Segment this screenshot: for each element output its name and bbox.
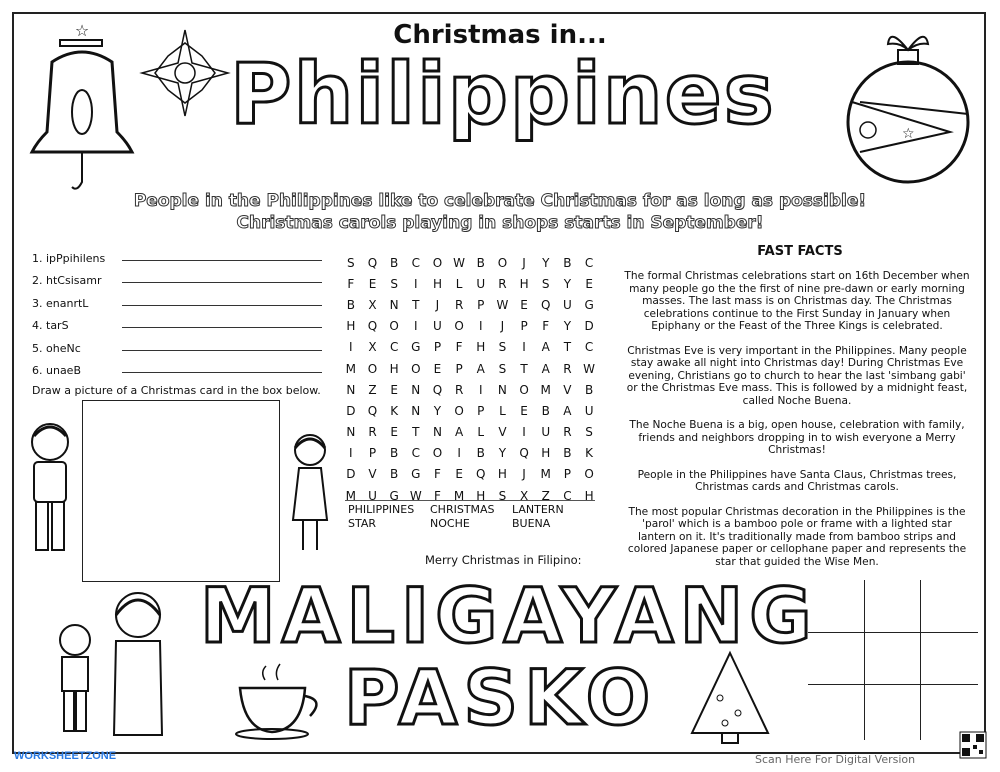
grid-letter[interactable]: E bbox=[390, 425, 398, 440]
grid-letter[interactable]: S bbox=[541, 276, 550, 291]
grid-row bbox=[340, 252, 600, 273]
grid-letter[interactable]: Q bbox=[367, 255, 378, 270]
search-word: PHILIPPINES bbox=[348, 503, 415, 516]
grid-letter[interactable]: Z bbox=[368, 382, 377, 397]
grid-letter[interactable]: C bbox=[411, 446, 420, 461]
grid-letter[interactable]: B bbox=[476, 446, 485, 461]
grid-letter[interactable]: G bbox=[584, 297, 594, 312]
grid-letter[interactable]: V bbox=[563, 382, 572, 397]
grid-row bbox=[340, 379, 600, 400]
grid-letter[interactable]: B bbox=[390, 446, 399, 461]
grid-letter[interactable]: U bbox=[584, 403, 594, 418]
divider bbox=[345, 500, 595, 501]
grid-letter[interactable]: A bbox=[541, 340, 550, 355]
grid-letter[interactable]: I bbox=[414, 276, 418, 291]
search-word: NOCHE bbox=[430, 517, 470, 530]
grid-letter[interactable]: E bbox=[455, 467, 463, 482]
grid-letter[interactable]: U bbox=[368, 488, 377, 503]
grid-letter[interactable]: F bbox=[434, 467, 441, 482]
grid-letter[interactable]: Y bbox=[563, 276, 572, 291]
grid-letter[interactable]: H bbox=[476, 340, 486, 355]
grid-letter[interactable]: T bbox=[563, 340, 572, 355]
grid-letter[interactable]: B bbox=[390, 467, 399, 482]
grid-letter[interactable]: A bbox=[541, 361, 550, 376]
grid-letter[interactable]: X bbox=[368, 340, 377, 355]
grid-letter[interactable]: O bbox=[519, 382, 529, 397]
cocoa-cup-icon bbox=[230, 660, 330, 740]
grid-letter[interactable]: R bbox=[563, 425, 572, 440]
grid-letter[interactable]: B bbox=[584, 382, 594, 397]
grid-letter[interactable]: H bbox=[346, 319, 356, 334]
answer-line[interactable] bbox=[122, 305, 322, 306]
grid-letter[interactable]: W bbox=[453, 255, 466, 270]
grid-letter[interactable]: S bbox=[347, 255, 355, 270]
tic-tac-toe[interactable] bbox=[808, 580, 978, 740]
grid-letter[interactable]: I bbox=[522, 425, 526, 440]
grid-letter[interactable]: U bbox=[562, 297, 572, 312]
intro-text: People in the Philippines like to celebrate Christmas for as long as possible! Christmas carols playing in shops starts in September! bbox=[133, 191, 867, 233]
grid-letter[interactable]: C bbox=[584, 340, 594, 355]
grid-letter[interactable]: V bbox=[498, 425, 507, 440]
draw-prompt: Draw a picture of a Christmas card in the box below. bbox=[32, 384, 321, 397]
fact-paragraph: Christmas Eve is very important in the Philippines. Many people stay awake all night into Christmas day! During Christmas Eve evening, Christians go to church to hear the last 'simbang gabi' or the Christmas Eve mass. This is followed by a midnight feast, called Noche Buena. bbox=[626, 344, 968, 407]
fact-paragraph: The formal Christmas celebrations start on 16th December when many people go the the first of nine pre-dawn or early morning masses. The last mass is on Christmas day. The Christmas celebrations continue to the First Sunday in January when Epiphany or the Feast of the Three Kings is celebrated. bbox=[624, 270, 970, 332]
grid-letter[interactable]: H bbox=[584, 488, 594, 503]
scramble-row: 6. unaeB bbox=[32, 355, 322, 378]
grid-letter[interactable]: H bbox=[389, 361, 399, 376]
grid-letter[interactable]: E bbox=[520, 297, 528, 312]
grid-letter[interactable]: O bbox=[584, 467, 594, 482]
grid-letter[interactable]: B bbox=[563, 446, 572, 461]
grid-letter[interactable]: G bbox=[411, 340, 421, 355]
grid-letter[interactable]: X bbox=[519, 488, 529, 503]
scramble-row: 3. enanrtL bbox=[32, 287, 322, 310]
answer-line[interactable] bbox=[122, 260, 322, 261]
grid-letter[interactable]: O bbox=[432, 446, 443, 461]
grid-letter[interactable]: F bbox=[542, 319, 550, 334]
grid-letter[interactable]: I bbox=[414, 319, 418, 334]
grid-letter[interactable]: U bbox=[541, 425, 551, 440]
answer-line[interactable] bbox=[122, 327, 322, 328]
ornament-flag-icon bbox=[840, 22, 980, 182]
girl-icon bbox=[285, 430, 335, 560]
grid-letter[interactable]: Q bbox=[541, 297, 551, 312]
grid-letter[interactable]: B bbox=[476, 255, 485, 270]
grid-letter[interactable]: W bbox=[583, 361, 596, 376]
svg-text:☆: ☆ bbox=[74, 21, 90, 40]
grid-letter[interactable]: G bbox=[389, 488, 399, 503]
grid-letter[interactable]: S bbox=[390, 276, 398, 291]
grid-letter[interactable]: C bbox=[411, 255, 420, 270]
grid-letter[interactable]: F bbox=[455, 340, 463, 355]
grid-letter[interactable]: I bbox=[349, 446, 353, 461]
grid-letter[interactable]: R bbox=[563, 361, 572, 376]
greeting-label: Merry Christmas in Filipino: bbox=[425, 553, 582, 567]
grid-letter[interactable]: B bbox=[346, 297, 355, 312]
page-title: Philippines bbox=[230, 45, 776, 143]
grid-letter[interactable]: Y bbox=[563, 319, 572, 334]
grid-letter[interactable]: N bbox=[389, 297, 399, 312]
grid-row bbox=[340, 273, 600, 294]
grid-row bbox=[340, 337, 600, 358]
grid-letter[interactable]: P bbox=[563, 467, 572, 482]
grid-letter[interactable]: Q bbox=[432, 382, 443, 397]
grid-letter[interactable]: J bbox=[522, 255, 526, 270]
grid-letter[interactable]: S bbox=[498, 340, 507, 355]
search-word: BUENA bbox=[512, 517, 551, 530]
facts-title: FAST FACTS bbox=[757, 244, 843, 259]
grid-letter[interactable]: C bbox=[584, 255, 594, 270]
grid-letter[interactable]: H bbox=[519, 276, 529, 291]
grid-letter[interactable]: M bbox=[540, 382, 551, 397]
grid-letter[interactable]: D bbox=[584, 319, 594, 334]
grid-row bbox=[340, 316, 600, 337]
grid-row bbox=[340, 443, 600, 464]
grid-letter[interactable]: P bbox=[520, 319, 528, 334]
grid-letter[interactable]: E bbox=[390, 382, 398, 397]
grid-letter[interactable]: J bbox=[522, 467, 526, 482]
grid-row bbox=[340, 464, 600, 485]
grid-letter[interactable]: N bbox=[497, 382, 507, 397]
fact-paragraph: People in the Philippines have Santa Claus, Christmas trees, Christmas cards and Christmas carols. bbox=[637, 468, 957, 493]
grid-letter[interactable]: Q bbox=[367, 319, 378, 334]
greeting-line-2: PASKO bbox=[343, 653, 657, 742]
grid-letter[interactable]: P bbox=[368, 446, 377, 461]
grid-letter[interactable]: P bbox=[477, 297, 485, 312]
grid-letter[interactable]: N bbox=[432, 425, 442, 440]
grid-row bbox=[340, 400, 600, 421]
answer-line[interactable] bbox=[122, 350, 322, 351]
grid-letter[interactable]: C bbox=[389, 340, 399, 355]
grid-letter[interactable]: L bbox=[455, 276, 463, 291]
word-list bbox=[348, 503, 588, 531]
grid-letter[interactable]: N bbox=[346, 425, 356, 440]
grid-letter[interactable]: F bbox=[347, 276, 355, 291]
grid-letter[interactable]: P bbox=[455, 361, 463, 376]
scramble-row: 4. tarS bbox=[32, 310, 322, 333]
grid-letter[interactable]: Q bbox=[476, 467, 486, 482]
grid-letter[interactable]: J bbox=[500, 319, 505, 334]
grid-letter[interactable]: N bbox=[411, 403, 421, 418]
grid-letter[interactable]: H bbox=[476, 488, 486, 503]
grid-letter[interactable]: D bbox=[346, 467, 356, 482]
grid-letter[interactable]: Y bbox=[498, 446, 507, 461]
grid-letter[interactable]: O bbox=[454, 403, 464, 418]
grandma-boy-icon bbox=[50, 585, 170, 745]
grid-row bbox=[340, 422, 600, 443]
grid-letter[interactable]: H bbox=[541, 446, 551, 461]
scramble-row: 2. htCsisamr bbox=[32, 265, 322, 288]
qr-code-icon[interactable] bbox=[960, 732, 986, 758]
grid-letter[interactable]: C bbox=[563, 488, 572, 503]
grid-letter[interactable]: O bbox=[389, 319, 399, 334]
greeting-line-1: MALIGAYANG bbox=[200, 571, 818, 660]
grid-letter[interactable]: U bbox=[433, 319, 442, 334]
svg-text:☆: ☆ bbox=[902, 126, 915, 142]
grid-letter[interactable]: A bbox=[563, 403, 572, 418]
grid-letter[interactable]: O bbox=[432, 255, 443, 270]
grid-letter[interactable]: E bbox=[585, 276, 593, 291]
grid-letter[interactable]: B bbox=[541, 403, 550, 418]
fact-paragraph: The most popular Christmas decoration in the Philippines is the 'parol' which is a bamboo pole or frame with a lighted star lantern on it. It's traditionally made from bamboo strips and colored Japanese paper or cellophane paper and represents the star that guided the Wise Men. bbox=[627, 505, 967, 568]
grid-letter[interactable]: S bbox=[498, 488, 507, 503]
brand-logo: WORKSHEETZONE bbox=[14, 750, 117, 762]
grid-letter[interactable]: R bbox=[498, 276, 507, 291]
grid-letter[interactable]: I bbox=[457, 446, 461, 461]
fact-paragraph: The Noche Buena is a big, open house, celebration with family, friends and neighbors dropping in to wish everyone a Merry Christmas! bbox=[629, 419, 965, 456]
grid-letter[interactable]: W bbox=[496, 297, 509, 312]
christmas-tree-icon bbox=[680, 648, 780, 748]
grid-letter[interactable]: I bbox=[478, 319, 483, 334]
grid-letter[interactable]: Q bbox=[519, 446, 529, 461]
search-word: CHRISTMAS bbox=[430, 503, 495, 516]
grid-letter[interactable]: Q bbox=[367, 403, 378, 418]
grid-letter[interactable]: J bbox=[435, 297, 440, 312]
grid-letter[interactable]: E bbox=[520, 403, 528, 418]
grid-letter[interactable]: P bbox=[433, 340, 442, 355]
search-word: LANTERN bbox=[512, 503, 564, 516]
grid-letter[interactable]: Z bbox=[541, 488, 550, 503]
grid-letter[interactable]: L bbox=[499, 403, 506, 418]
word-search-grid[interactable] bbox=[340, 252, 600, 506]
grid-letter[interactable]: P bbox=[477, 403, 485, 418]
drawing-box[interactable] bbox=[82, 400, 280, 582]
grid-letter[interactable]: F bbox=[434, 488, 441, 503]
grid-letter[interactable]: N bbox=[346, 382, 356, 397]
grid-letter[interactable]: S bbox=[585, 425, 593, 440]
grid-letter[interactable]: B bbox=[563, 255, 572, 270]
answer-line[interactable] bbox=[122, 282, 322, 283]
grid-letter[interactable]: Y bbox=[433, 403, 442, 418]
grid-letter[interactable]: L bbox=[477, 425, 485, 440]
grid-letter[interactable]: E bbox=[433, 361, 442, 376]
grid-letter[interactable]: O bbox=[411, 361, 421, 376]
grid-letter[interactable]: S bbox=[498, 361, 507, 376]
grid-letter[interactable]: I bbox=[478, 382, 483, 397]
grid-letter[interactable]: I bbox=[349, 340, 353, 355]
grid-letter[interactable]: A bbox=[455, 425, 464, 440]
search-word: STAR bbox=[348, 517, 377, 530]
grid-letter[interactable]: E bbox=[368, 276, 377, 291]
grid-letter[interactable]: R bbox=[368, 425, 377, 440]
grid-letter[interactable]: T bbox=[520, 361, 528, 376]
grid-letter[interactable]: W bbox=[409, 488, 422, 503]
bell-icon bbox=[22, 22, 142, 202]
grid-row bbox=[340, 358, 600, 379]
grid-letter[interactable]: B bbox=[390, 255, 399, 270]
word-scramble bbox=[32, 242, 322, 377]
grid-letter[interactable]: O bbox=[367, 361, 378, 376]
scramble-row: 1. ipPpihilens bbox=[32, 242, 322, 265]
grid-letter[interactable]: H bbox=[497, 467, 507, 482]
grid-letter[interactable]: I bbox=[522, 340, 526, 355]
grid-letter[interactable]: M bbox=[345, 361, 356, 376]
grid-letter[interactable]: D bbox=[346, 403, 356, 418]
subtitle: Christmas in... bbox=[393, 20, 607, 50]
grid-letter[interactable]: N bbox=[411, 382, 421, 397]
grid-letter[interactable]: T bbox=[412, 425, 420, 440]
grid-letter[interactable]: K bbox=[390, 403, 399, 418]
grid-letter[interactable]: T bbox=[412, 297, 420, 312]
grid-row bbox=[340, 294, 600, 315]
grid-letter[interactable]: G bbox=[411, 467, 421, 482]
scramble-row: 5. oheNc bbox=[32, 332, 322, 355]
grid-letter[interactable]: O bbox=[454, 319, 464, 334]
grid-letter[interactable]: M bbox=[540, 467, 551, 482]
grid-letter[interactable]: Y bbox=[542, 255, 550, 270]
grid-letter[interactable]: M bbox=[453, 488, 465, 503]
poinsettia-icon bbox=[140, 28, 230, 118]
grid-letter[interactable]: M bbox=[345, 488, 356, 503]
fast-facts bbox=[622, 270, 972, 580]
scan-label: Scan Here For Digital Version bbox=[755, 753, 916, 766]
answer-line[interactable] bbox=[122, 372, 322, 373]
grid-letter[interactable]: X bbox=[368, 297, 377, 312]
grid-letter[interactable]: O bbox=[497, 255, 508, 270]
grid-letter[interactable]: R bbox=[454, 382, 464, 397]
grid-letter[interactable]: U bbox=[476, 276, 486, 291]
grid-letter[interactable]: K bbox=[585, 446, 594, 461]
grid-letter[interactable]: V bbox=[368, 467, 377, 482]
grid-letter[interactable]: R bbox=[454, 297, 464, 312]
grid-letter[interactable]: A bbox=[476, 361, 485, 376]
grid-letter[interactable]: H bbox=[432, 276, 442, 291]
boy-icon bbox=[20, 420, 80, 560]
